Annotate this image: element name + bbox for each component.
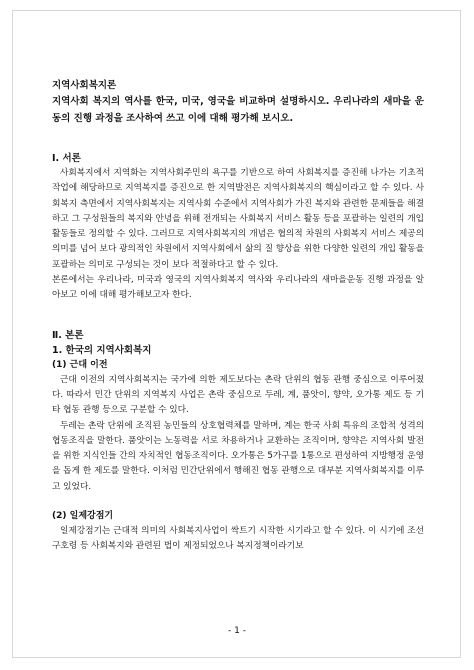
premodern-paragraph: 근대 이전의 지역사회복지는 국가에 의한 제도보다는 촌락 단위의 협동 관행 중심으로 이루어졌다. 따라서 민간 단위의 지역복지 사업은 촌락 중심으로 두레, 계, 품앗이, 향약, 오가통 제도 등 기타 협동 관행 등으로 구분할 수 있다.	[52, 374, 424, 416]
intro-paragraph: 사회복지에서 지역화는 지역사회주민의 욕구를 기반으로 하여 사회복지를 증진해 나가는 기초적 작업에 해당하므로 지역복지를 증진으로 한 지역발전은 지역사회복지의 핵심이라고 할 수 있다. 사회복지 측면에서 지역사회복지는 지역사회 수준에서 지역사회가 가진 복지와 관련한 문제들을 해결하고 그 구성원들의 복지와 안녕을 위해 전개되는 사회복지 서비스 활동 등을 포괄하는 일련의 개입 활동들로 정의할 수 있다. 그러므로 지역사회복지의 개념은 협의적 차원의 사회복지 서비스 제공의 의미를 넘어 보다 광의적인 차원에서 지역사회에서 삶의 질 향상을 위한 다양한 일련의 개입 활동을 포괄하는 의미로 구성되는 것이 보다 적절하다고 할 수 있다.	[52, 168, 424, 270]
document-body	[52, 78, 424, 555]
intro-paragraph: 본론에서는 우리나라, 미국과 영국의 지역사회복지 역사와 우리나라의 새마을운동 진행 과정을 알아보고 이에 대해 평가해보고자 한다.	[52, 275, 424, 301]
premodern-paragraph: 두레는 촌락 단위에 조직된 농민들의 상호협력체를 말하며, 계는 한국 사회 특유의 조합적 성격의 협동조직을 말한다. 품앗이는 노동력을 서로 차용하거나 교환하는 조직이며, 향약은 지역사회 발전을 위한 지식인들 간의 자치적인 협동조직이다. 오가통은 5가구를 1통으로 편성하여 지방행정 운영을 돕게 한 제도를 말한다. 이처럼 민간단위에서 행해진 협동 관행으로 대부분 지역사회복지를 이루고 있었다.	[52, 420, 424, 492]
subject-title: 지역사회복지론	[52, 80, 117, 91]
korea-section-heading: 1. 한국의 지역사회복지	[52, 344, 152, 356]
colonial-heading: (2) 일제강점기	[52, 511, 114, 522]
page-number: - 1 -	[228, 626, 246, 636]
premodern-heading: (1) 근대 이전	[52, 359, 108, 370]
body-heading: Ⅱ. 본론	[52, 329, 84, 341]
intro-heading: Ⅰ. 서론	[52, 153, 81, 164]
colonial-paragraph: 일제강점기는 근대적 의미의 사회복지사업이 싹트기 시작한 시기라고 할 수 있다. 이 시기에 조선구호령 등 사회복지와 관련된 법이 제정되었으나 복지정책이라기보	[52, 526, 424, 552]
assignment-question: 지역사회 복지의 역사를 한국, 미국, 영국을 비교하며 설명하시오. 우리나라의 새마을 운동의 진행 과정을 조사하여 쓰고 이에 대해 평가해 보시오.	[52, 96, 424, 124]
